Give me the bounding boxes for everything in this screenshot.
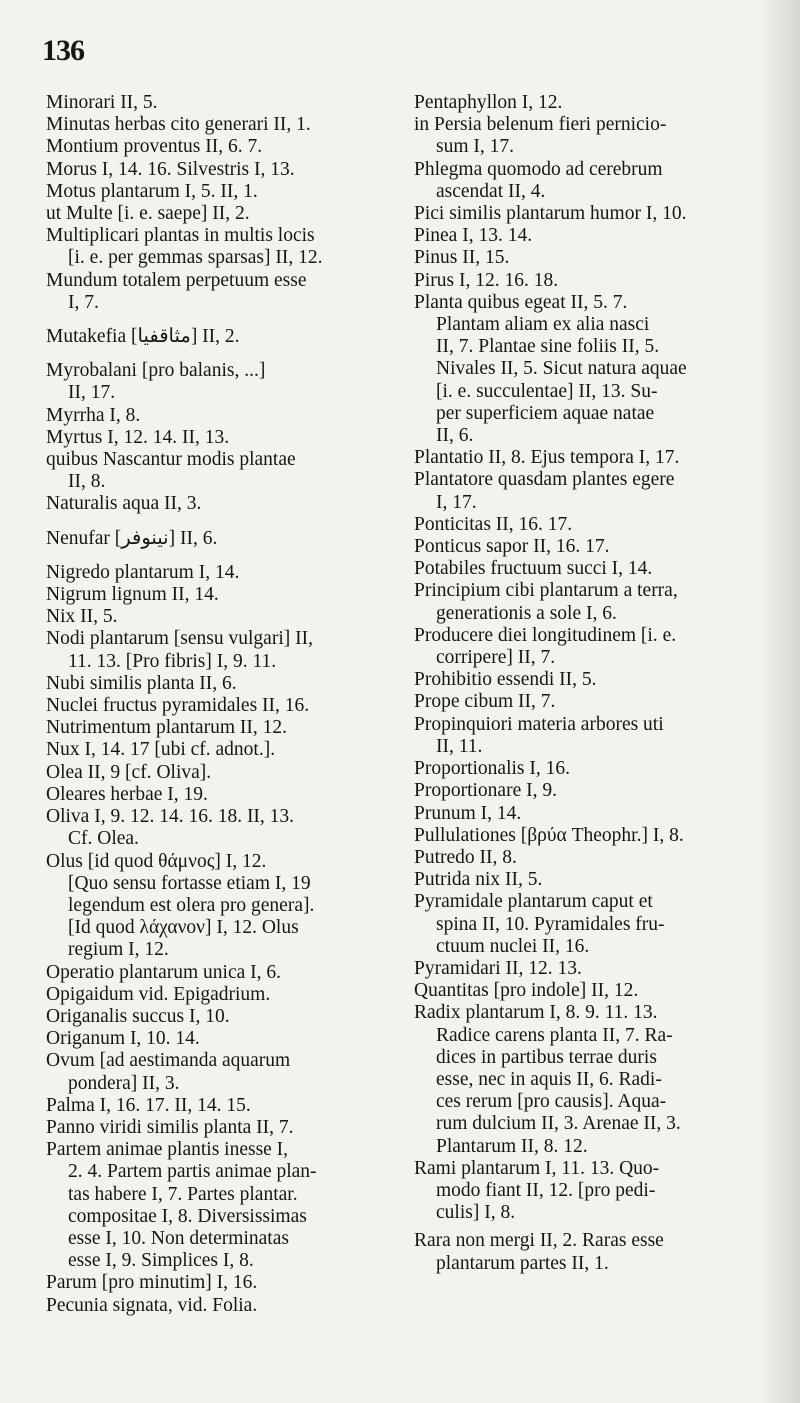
index-entry: Nenufar [نينوفر] II, 6. [46, 527, 218, 549]
index-entry: Nux I, 14. 17 [ubi cf. adnot.]. [46, 739, 276, 761]
index-entry: Pici similis plantarum humor I, 10. [414, 203, 687, 225]
index-entry: Myrtus I, 12. 14. II, 13. [46, 426, 230, 448]
index-entry: Ponticitas II, 16. 17. [414, 513, 573, 535]
index-entry: Prunum I, 14. [414, 802, 522, 824]
index-entry: Mundum totalem perpetuum esse I, 7. [46, 269, 307, 313]
index-entry: Myrobalani [pro balanis, ...] II, 17. [46, 360, 266, 404]
index-entry: Prope cibum II, 7. [414, 691, 556, 713]
index-entry: Potabiles fructuum succi I, 14. [414, 558, 653, 580]
index-entry: Olea II, 9 [cf. Oliva]. [46, 761, 212, 783]
index-entry: Partem animae plantis inesse I, 2. 4. Partem partis animae plan- tas habere I, 7. Partes plantar. compositae I, 8. Diversissimas esse I, 10. Non determinatas esse I, 9. Simplices I, 8. [46, 1139, 317, 1272]
index-entry: Plantatore quasdam plantes egere I, 17. [414, 469, 675, 513]
index-entry: Nuclei fructus pyramidales II, 16. [46, 695, 310, 717]
index-entry: Pullulationes [βρύα Theophr.] I, 8. [414, 824, 684, 846]
index-entry: quibus Nascantur modis plantae II, 8. [46, 449, 296, 493]
page-number: 136 [42, 34, 84, 67]
index-entry: Minorari II, 5. [46, 92, 158, 113]
index-entry: Oliva I, 9. 12. 14. 16. 18. II, 13. Cf. Olea. [46, 806, 295, 850]
index-entry: Opigaidum vid. Epigadrium. [46, 983, 271, 1005]
index-entry: Nubi similis planta II, 6. [46, 672, 237, 694]
index-entry: Pentaphyllon I, 12. [414, 92, 563, 113]
index-entry: Proportionalis I, 16. [414, 758, 570, 780]
index-entry: Planta quibus egeat II, 5. 7. Plantam aliam ex alia nasci II, 7. Plantae sine foliis II, 5. Nivales II, 5. Sicut natura aquae [i. e. succulentae] II, 13. Su- per superficiem aquae natae II, 6. [414, 291, 687, 447]
index-entry: Motus plantarum I, 5. II, 1. [46, 180, 258, 202]
index-entry: Ovum [ad aestimanda aquarum pondera] II, 3. [46, 1050, 291, 1094]
index-entry: Propinquiori materia arbores uti II, 11. [414, 713, 664, 757]
index-entry: Nix II, 5. [46, 606, 118, 628]
index-entry: Ponticus sapor II, 16. 17. [414, 536, 610, 558]
index-entry: Phlegma quomodo ad cerebrum ascendat II, 4. [414, 158, 663, 202]
index-entry: Nodi plantarum [sensu vulgari] II, 11. 13. [Pro fibris] I, 9. 11. [46, 628, 313, 672]
index-entry: Operatio plantarum unica I, 6. [46, 961, 281, 983]
index-entry: Pirus I, 12. 16. 18. [414, 269, 559, 291]
index-entry: Multiplicari plantas in multis locis [i. e. per gemmas sparsas] II, 12. [46, 225, 323, 269]
right-index-column [414, 92, 754, 1275]
index-entry: Rara non mergi II, 2. Raras esse plantarum partes II, 1. [414, 1230, 664, 1274]
index-entry: Origanum I, 10. 14. [46, 1028, 200, 1050]
index-entry: Palma I, 16. 17. II, 14. 15. [46, 1094, 251, 1116]
index-entry: Prohibitio essendi II, 5. [414, 669, 597, 691]
index-entry: in Persia belenum fieri pernicio- sum I, 17. [414, 114, 667, 158]
index-entry: Origanalis succus I, 10. [46, 1005, 230, 1027]
index-entry: Myrrha I, 8. [46, 404, 141, 426]
index-entry: Radix plantarum I, 8. 9. 11. 13. Radice carens planta II, 7. Ra- dices in partibus terrae duris esse, nec in aquis II, 6. Radi- ces rerum [pro causis]. Aqua- rum dulcium II, 3. Arenae II, 3. Plantarum II, 8. 12. [414, 1002, 681, 1157]
index-entry: Quantitas [pro indole] II, 12. [414, 980, 639, 1002]
index-entry: Pinea I, 13. 14. [414, 225, 533, 247]
index-entry: Nutrimentum plantarum II, 12. [46, 717, 287, 739]
index-entry: Oleares herbae I, 19. [46, 783, 208, 805]
index-entry: Nigredo plantarum I, 14. [46, 561, 240, 583]
index-entry: Pyramidale plantarum caput et spina II, 10. Pyramidales fru- ctuum nuclei II, 16. [414, 891, 665, 957]
index-entry: Pecunia signata, vid. Folia. [46, 1294, 258, 1316]
index-entry: Montium proventus II, 6. 7. [46, 136, 263, 158]
page-edge-shadow [760, 0, 800, 1403]
index-entry: Parum [pro minutim] I, 16. [46, 1272, 258, 1294]
index-entry: Morus I, 14. 16. Silvestris I, 13. [46, 158, 295, 180]
index-entry: Plantatio II, 8. Ejus tempora I, 17. [414, 447, 680, 469]
index-entry: Panno viridi similis planta II, 7. [46, 1116, 294, 1138]
index-entry: Mutakefia [مثاقفيا] II, 2. [46, 326, 240, 348]
left-index-column [46, 92, 392, 1317]
index-entry: Pinus II, 15. [414, 247, 510, 269]
index-entry: Olus [id quod θάμνος] I, 12. [Quo sensu fortasse etiam I, 19 legendum est olera pro genera]. [Id quod λάχανον] I, 12. Olus regium I, 12. [46, 850, 315, 961]
index-entry: Principium cibi plantarum a terra, generationis a sole I, 6. [414, 580, 678, 624]
index-entry: Minutas herbas cito generari II, 1. [46, 114, 311, 136]
index-entry: Producere diei longitudinem [i. e. corripere] II, 7. [414, 624, 677, 669]
index-entry: ut Multe [i. e. saepe] II, 2. [46, 203, 250, 225]
index-entry: Putrida nix II, 5. [414, 869, 543, 891]
index-entry: Naturalis aqua II, 3. [46, 493, 202, 515]
index-entry: Pyramidari II, 12. 13. [414, 957, 582, 979]
index-entry: Nigrum lignum II, 14. [46, 584, 219, 606]
index-entry: Rami plantarum I, 11. 13. Quo- modo fiant II, 12. [pro pedi- culis] I, 8. [414, 1157, 660, 1224]
index-entry: Proportionare I, 9. [414, 780, 557, 802]
index-entry: Putredo II, 8. [414, 846, 517, 868]
